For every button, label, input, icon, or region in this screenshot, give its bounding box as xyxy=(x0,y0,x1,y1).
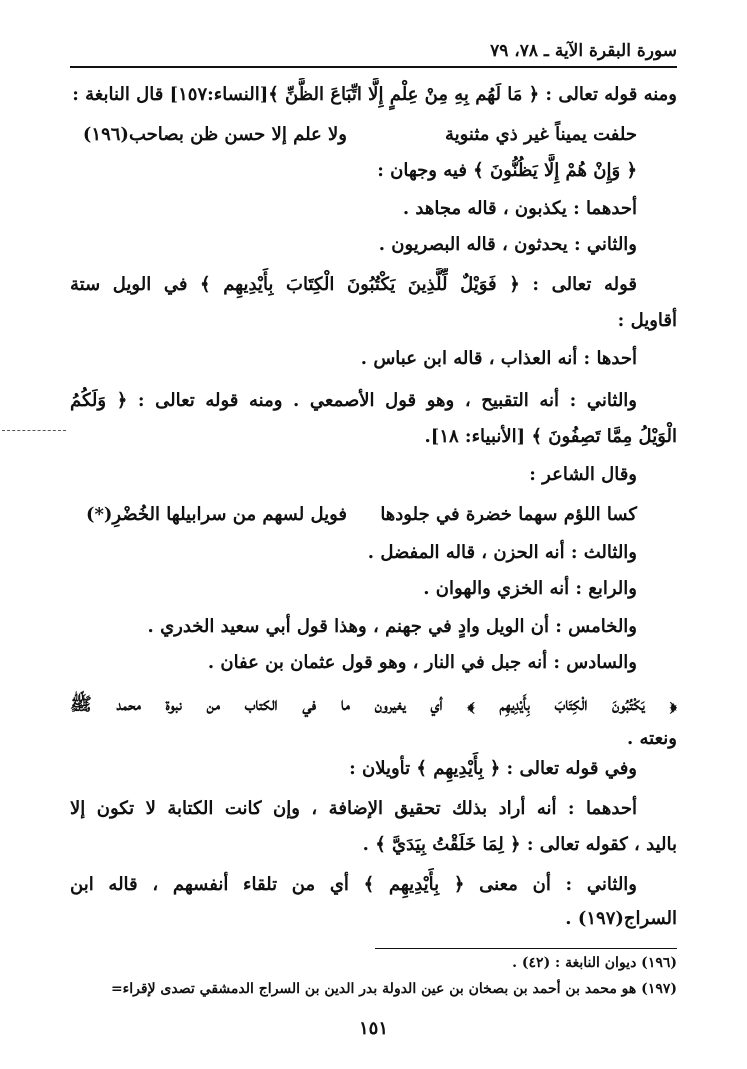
margin-dashed-mark xyxy=(2,430,66,431)
text-line: والخامس : أن الويل وادٍ في جهنم ، وهذا قول أبي سعيد الخدري . xyxy=(147,616,637,637)
footnote-separator xyxy=(375,948,677,949)
text-line: والثالث : أنه الحزن ، قاله المفضل . xyxy=(367,542,637,563)
text-line: والثاني : يحدثون ، قاله البصريون . xyxy=(378,234,637,255)
text-line: أحدها : أنه العذاب ، قاله ابن عباس . xyxy=(360,348,637,369)
text-line: وفي قوله تعالى : ﴿ بِأَيْدِيهِم ﴾ تأويلان : xyxy=(349,758,637,779)
page-number: ١٥١ xyxy=(358,1018,388,1039)
verse-hemistich-first: حلفت يميناً غير ذي مثنوية xyxy=(444,124,637,145)
text-line: والسادس : أنه جبل في النار ، وهو قول عثمان بن عفان . xyxy=(207,652,637,673)
text-line: ومنه قوله تعالى : ﴿ مَا لَهُم بِهِ مِنْ عِلْمٍ إِلَّا اتِّبَاعَ الظَّنِّ ﴾[النساء:١٥٧] قال النابغة : xyxy=(72,84,677,105)
text-line: الْوَيْلُ مِمَّا تَصِفُونَ ﴾ [الأنبياء: ١٨]. xyxy=(424,426,677,447)
verse-hemistich-second: ولا علم إلا حسن ظن بصاحب(١٩٦) xyxy=(82,124,347,145)
text-line: أحدهما : أنه أراد بذلك تحقيق الإضافة ، وإن كانت الكتابة لا تكون إلا xyxy=(70,798,637,819)
text-line: ونعته . xyxy=(626,728,677,749)
verse-hemistich-second: فويل لسهم من سرابيلها الخُضْرِ(*) xyxy=(85,504,347,525)
text-line: ﴿ وَإِنْ هُمْ إِلَّا يَظُنُّونَ ﴾ فيه وجهان : xyxy=(377,160,637,181)
text-line: ﴿ يَكْتُبُونَ الْكِتَابَ بِأَيْدِيهِم ﴾ أي يغيرون ما في الكتاب من نبوة محمد ﷺ xyxy=(70,694,677,715)
footnote: (١٩٧) هو محمد بن أحمد بن بصخان بن عين الدولة بدر الدين بن السراج الدمشقي تصدى لإقراء= xyxy=(110,981,677,997)
header-title: سورة البقرة الآية ـ ٧٨، ٧٩ xyxy=(490,41,677,61)
text-line: والثاني : أنه التقبيح ، وهو قول الأصمعي . ومنه قوله تعالى : ﴿ وَلَكُمُ xyxy=(70,390,637,411)
text-line: أحدهما : يكذبون ، قاله مجاهد . xyxy=(402,198,637,219)
footnote: (١٩٦) ديوان النابغة : (٤٢) . xyxy=(512,955,677,971)
poem-verse xyxy=(70,498,677,534)
text-line: السراج(١٩٧) . xyxy=(565,908,677,929)
text-line: باليد ، كقوله تعالى : ﴿ لِمَا خَلَقْتُ بِيَدَيَّ ﴾ . xyxy=(362,834,677,855)
text-line: قوله تعالى : ﴿ فَوَيْلٌ لِّلَّذِينَ يَكْتُبُونَ الْكِتَابَ بِأَيْدِيهِم ﴾ في الويل ستة xyxy=(70,274,637,295)
verse-hemistich-first: كسا اللؤم سهما خضرة في جلودها xyxy=(380,504,637,525)
text-line: والثاني : أن معنى ﴿ بِأَيْدِيهِم ﴾ أي من تلقاء أنفسهم ، قاله ابن xyxy=(70,874,637,895)
running-header xyxy=(70,36,677,68)
text-line: والرابع : أنه الخزي والهوان . xyxy=(423,578,637,599)
text-line: وقال الشاعر : xyxy=(529,464,637,485)
poem-verse xyxy=(70,118,677,154)
text-line: أقاويل : xyxy=(617,310,677,331)
